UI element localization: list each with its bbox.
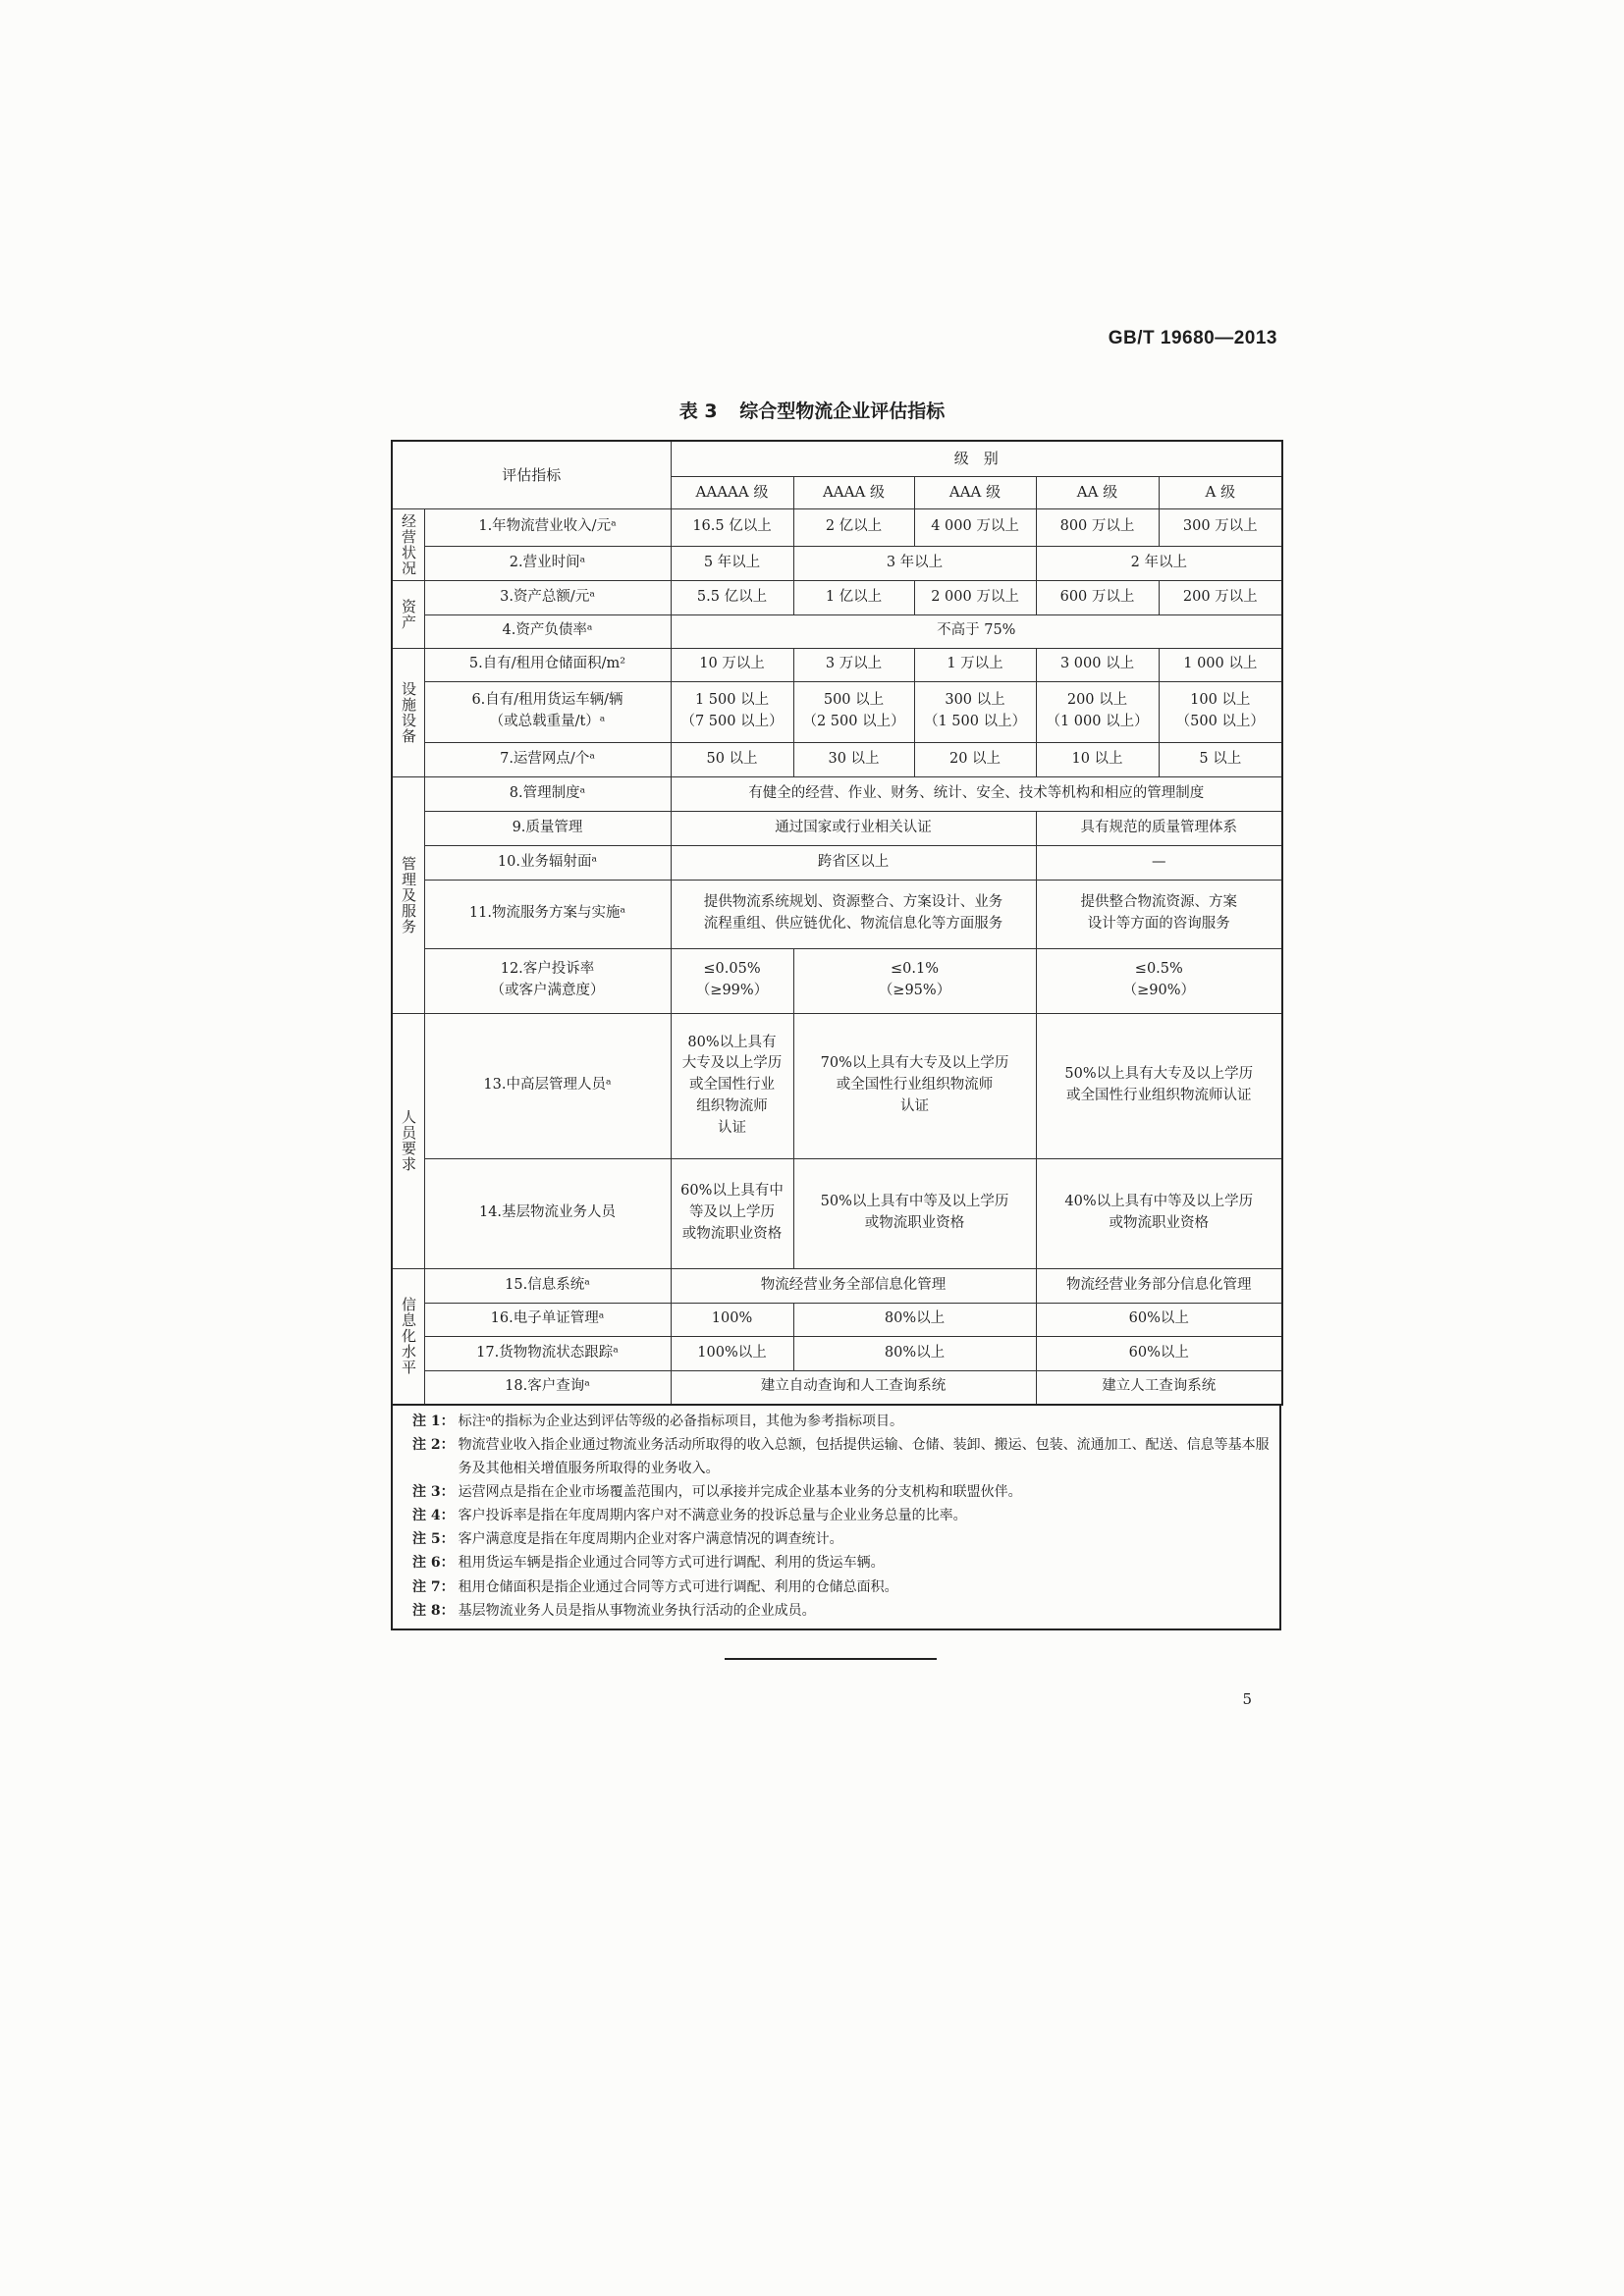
table-title: [0, 397, 1624, 423]
value-cell: 10 以上: [1036, 742, 1159, 776]
note-label: 注 4：: [412, 1508, 455, 1524]
standard-number: GB/T 19680—2013: [1108, 328, 1277, 348]
table-row: [392, 1370, 1282, 1405]
table-row: [392, 1013, 1282, 1158]
indicator-header: 评估指标: [392, 441, 671, 508]
table-row: [392, 845, 1282, 880]
value-cell: 80%以上: [793, 1336, 1036, 1370]
value-cell: [1036, 948, 1282, 1013]
note-label: 注 5：: [412, 1531, 455, 1548]
value-cell: [1036, 1158, 1282, 1268]
value-cell: [1036, 681, 1159, 742]
note-label: 注 1：: [412, 1414, 455, 1429]
indicator-cell: 10.业务辐射面ᵃ: [424, 845, 671, 880]
value-cell: [793, 1158, 1036, 1268]
table-row: [392, 776, 1282, 811]
table-row: [392, 1303, 1282, 1336]
value-cell: 16.5 亿以上: [671, 508, 793, 546]
value-cell: 300 万以上: [1159, 508, 1282, 546]
value-line: 设计等方面的咨询服务: [1087, 916, 1230, 932]
table-row: [392, 648, 1282, 681]
note-text: 租用仓储面积是指企业通过合同等方式可进行调配、利用的仓储总面积。: [458, 1578, 898, 1595]
note-item: [412, 1480, 1270, 1504]
value-cell: 通过国家或行业相关认证: [671, 811, 1036, 845]
value-line: 300 以上: [945, 692, 1005, 709]
value-line: ≤0.05%: [703, 961, 761, 978]
value-cell: 5.5 亿以上: [671, 580, 793, 614]
value-line: 等及以上学历: [689, 1204, 776, 1221]
note-text: 客户投诉率是指在年度周期内客户对不满意业务的投诉总量与企业业务总量的比率。: [458, 1508, 967, 1524]
category-management: 管理及服务: [392, 776, 424, 1013]
value-cell: 5 以上: [1159, 742, 1282, 776]
indicator-cell: 7.运营网点/个ᵃ: [424, 742, 671, 776]
value-cell: 50 以上: [671, 742, 793, 776]
table-caption: 综合型物流企业评估指标: [739, 400, 946, 422]
value-cell: [914, 681, 1036, 742]
indicator-cell: 14.基层物流业务人员: [424, 1158, 671, 1268]
value-line: 200 以上: [1066, 692, 1128, 709]
category-personnel: 人员要求: [392, 1013, 424, 1268]
value-cell: 具有规范的质量管理体系: [1036, 811, 1282, 845]
grade-header: AA 级: [1036, 476, 1159, 508]
value-line: 80%以上具有: [687, 1034, 777, 1050]
value-line: 50%以上具有大专及以上学历: [1064, 1066, 1254, 1083]
grade-header: AAAAA 级: [671, 476, 793, 508]
value-line: 或物流职业资格: [864, 1215, 965, 1231]
level-header: 级 别: [671, 441, 1282, 476]
table-row: [392, 614, 1282, 648]
indicator-cell: 17.货物物流状态跟踪ᵃ: [424, 1336, 671, 1370]
table-row: [392, 742, 1282, 776]
value-line: 70%以上具有大专及以上学历: [820, 1055, 1009, 1072]
value-line: 或全国性行业组织物流师认证: [1066, 1088, 1252, 1103]
note-text: 基层物流业务人员是指从事物流业务执行活动的企业成员。: [458, 1602, 816, 1619]
value-cell: 1 000 以上: [1159, 648, 1282, 681]
value-cell: 建立人工查询系统: [1036, 1370, 1282, 1405]
note-item: [412, 1527, 1270, 1551]
value-cell: 60%以上: [1036, 1303, 1282, 1336]
value-line: （≥99%）: [695, 983, 769, 998]
table-row: [392, 880, 1282, 948]
value-line: 提供物流系统规划、资源整合、方案设计、业务: [703, 894, 1003, 911]
value-cell: 30 以上: [793, 742, 914, 776]
value-cell: 10 万以上: [671, 648, 793, 681]
value-cell: 2 000 万以上: [914, 580, 1036, 614]
note-text: 运营网点是指在企业市场覆盖范围内，可以承接并完成企业基本业务的分支机构和联盟伙伴。: [458, 1484, 1022, 1501]
note-label: 注 2：: [412, 1437, 455, 1454]
indicator-cell: 13.中高层管理人员ᵃ: [424, 1013, 671, 1158]
value-cell: 不高于 75%: [671, 614, 1282, 648]
value-line: 或物流职业资格: [1109, 1215, 1210, 1231]
note-text: 租用货运车辆是指企业通过合同等方式可进行调配、利用的货运车辆。: [458, 1555, 885, 1572]
indicator-line: 6.自有/租用货运车辆/辆: [471, 692, 623, 709]
value-cell: [793, 948, 1036, 1013]
indicator-cell: 1.年物流营业收入/元ᵃ: [424, 508, 671, 546]
indicator-cell: 2.营业时间ᵃ: [424, 546, 671, 580]
value-line: ≤0.5%: [1134, 961, 1183, 978]
value-line: 组织物流师: [696, 1097, 768, 1114]
note-label: 注 6：: [412, 1555, 455, 1572]
value-cell: 2 亿以上: [793, 508, 914, 546]
note-item: [412, 1504, 1270, 1527]
note-text: 客户满意度是指在年度周期内企业对客户满意情况的调查统计。: [458, 1531, 843, 1548]
table-row: [392, 681, 1282, 742]
indicator-cell: 8.管理制度ᵃ: [424, 776, 671, 811]
value-cell: 60%以上: [1036, 1336, 1282, 1370]
table-notes: [391, 1406, 1281, 1630]
note-text: 标注ᵃ的指标为企业达到评估等级的必备指标项目，其他为参考指标项目。: [458, 1414, 904, 1429]
indicator-line: （或总载重量/t）ᵃ: [489, 714, 606, 729]
grade-header: AAA 级: [914, 476, 1036, 508]
indicator-line: （或客户满意度）: [490, 983, 605, 998]
indicator-line: 12.客户投诉率: [500, 961, 595, 978]
category-operation: 经营状况: [392, 508, 424, 580]
table-row: [392, 546, 1282, 580]
value-cell: 3 万以上: [793, 648, 914, 681]
value-cell: 3 年以上: [793, 546, 1036, 580]
value-line: ≤0.1%: [891, 961, 940, 978]
table-row: [392, 1336, 1282, 1370]
value-cell: [671, 948, 793, 1013]
indicator-cell: 11.物流服务方案与实施ᵃ: [424, 880, 671, 948]
value-cell: [1036, 880, 1282, 948]
page-number: 5: [1242, 1690, 1252, 1708]
value-line: 大专及以上学历: [681, 1055, 783, 1072]
value-cell: [793, 1013, 1036, 1158]
table-caption-number: 表 3: [678, 400, 718, 422]
grade-header: AAAA 级: [793, 476, 914, 508]
indicator-cell: [424, 681, 671, 742]
table-row: [392, 811, 1282, 845]
indicator-cell: [424, 948, 671, 1013]
note-label: 注 7：: [412, 1578, 455, 1595]
value-cell: [1036, 1013, 1282, 1158]
value-line: 40%以上具有中等及以上学历: [1064, 1194, 1254, 1210]
value-cell: 跨省区以上: [671, 845, 1036, 880]
table-row: [392, 948, 1282, 1013]
value-cell: 1 亿以上: [793, 580, 914, 614]
value-cell: 物流经营业务部分信息化管理: [1036, 1268, 1282, 1303]
value-line: 或全国性行业组织物流师: [836, 1077, 994, 1094]
indicator-cell: 15.信息系统ᵃ: [424, 1268, 671, 1303]
indicator-cell: 3.资产总额/元ᵃ: [424, 580, 671, 614]
value-cell: 100%以上: [671, 1336, 793, 1370]
value-cell: 1 万以上: [914, 648, 1036, 681]
value-line: （≥90%）: [1122, 983, 1195, 998]
value-line: 或全国性行业: [689, 1077, 776, 1094]
category-info: 信息化水平: [392, 1268, 424, 1405]
value-cell: [671, 1013, 793, 1158]
value-line: （2 500 以上）: [802, 714, 905, 729]
end-rule: [725, 1658, 937, 1660]
value-line: （1 000 以上）: [1046, 714, 1149, 729]
value-cell: 200 万以上: [1159, 580, 1282, 614]
category-assets: 资产: [392, 580, 424, 648]
value-line: 100 以上: [1190, 692, 1251, 709]
value-cell: 2 年以上: [1036, 546, 1282, 580]
value-line: 1 500 以上: [694, 692, 770, 709]
value-cell: 80%以上: [793, 1303, 1036, 1336]
indicator-cell: 16.电子单证管理ᵃ: [424, 1303, 671, 1336]
value-cell: —: [1036, 845, 1282, 880]
value-line: （1 500 以上）: [923, 714, 1027, 729]
value-line: 500 以上: [823, 692, 885, 709]
note-item: [412, 1575, 1270, 1599]
value-line: （≥95%）: [878, 983, 951, 998]
value-cell: 4 000 万以上: [914, 508, 1036, 546]
value-line: 提供整合物流资源、方案: [1080, 894, 1238, 911]
indicator-cell: 18.客户查询ᵃ: [424, 1370, 671, 1405]
indicator-cell: 5.自有/租用仓储面积/m²: [424, 648, 671, 681]
value-cell: [671, 1158, 793, 1268]
note-label: 注 8：: [412, 1602, 455, 1619]
value-cell: 600 万以上: [1036, 580, 1159, 614]
value-cell: 建立自动查询和人工查询系统: [671, 1370, 1036, 1405]
note-text: 物流营业收入指企业通过物流业务活动所取得的收入总额，包括提供运输、仓储、装卸、搬运、包装、流通加工、配送、信息等基本服务及其他相关增值服务所取得的业务收入。: [458, 1437, 1270, 1477]
grade-header: A 级: [1159, 476, 1282, 508]
value-cell: 物流经营业务全部信息化管理: [671, 1268, 1036, 1303]
indicator-cell: 4.资产负债率ᵃ: [424, 614, 671, 648]
category-facilities: 设施设备: [392, 648, 424, 776]
table-header-row: [392, 441, 1282, 476]
value-cell: 100%: [671, 1303, 793, 1336]
value-cell: 20 以上: [914, 742, 1036, 776]
value-line: （7 500 以上）: [680, 714, 784, 729]
evaluation-table: [391, 440, 1283, 1406]
table-row: [392, 508, 1282, 546]
value-cell: 有健全的经营、作业、财务、统计、安全、技术等机构和相应的管理制度: [671, 776, 1282, 811]
value-line: 50%以上具有中等及以上学历: [820, 1194, 1009, 1210]
value-line: 流程重组、供应链优化、物流信息化等方面服务: [703, 916, 1003, 932]
note-item: [412, 1410, 1270, 1433]
note-item: [412, 1551, 1270, 1575]
indicator-cell: 9.质量管理: [424, 811, 671, 845]
table-row: [392, 1268, 1282, 1303]
table-row: [392, 1158, 1282, 1268]
value-cell: 3 000 以上: [1036, 648, 1159, 681]
table-row: [392, 580, 1282, 614]
value-cell: 800 万以上: [1036, 508, 1159, 546]
value-cell: [1159, 681, 1282, 742]
note-label: 注 3：: [412, 1484, 455, 1501]
value-cell: [671, 880, 1036, 948]
value-line: 或物流职业资格: [681, 1225, 783, 1242]
value-cell: [793, 681, 914, 742]
value-cell: [671, 681, 793, 742]
note-item: [412, 1599, 1270, 1623]
value-line: （500 以上）: [1175, 714, 1265, 729]
value-line: 60%以上具有中: [680, 1183, 784, 1200]
note-item: [412, 1433, 1270, 1480]
value-line: 认证: [718, 1119, 747, 1136]
value-cell: 5 年以上: [671, 546, 793, 580]
value-line: 认证: [900, 1097, 930, 1114]
